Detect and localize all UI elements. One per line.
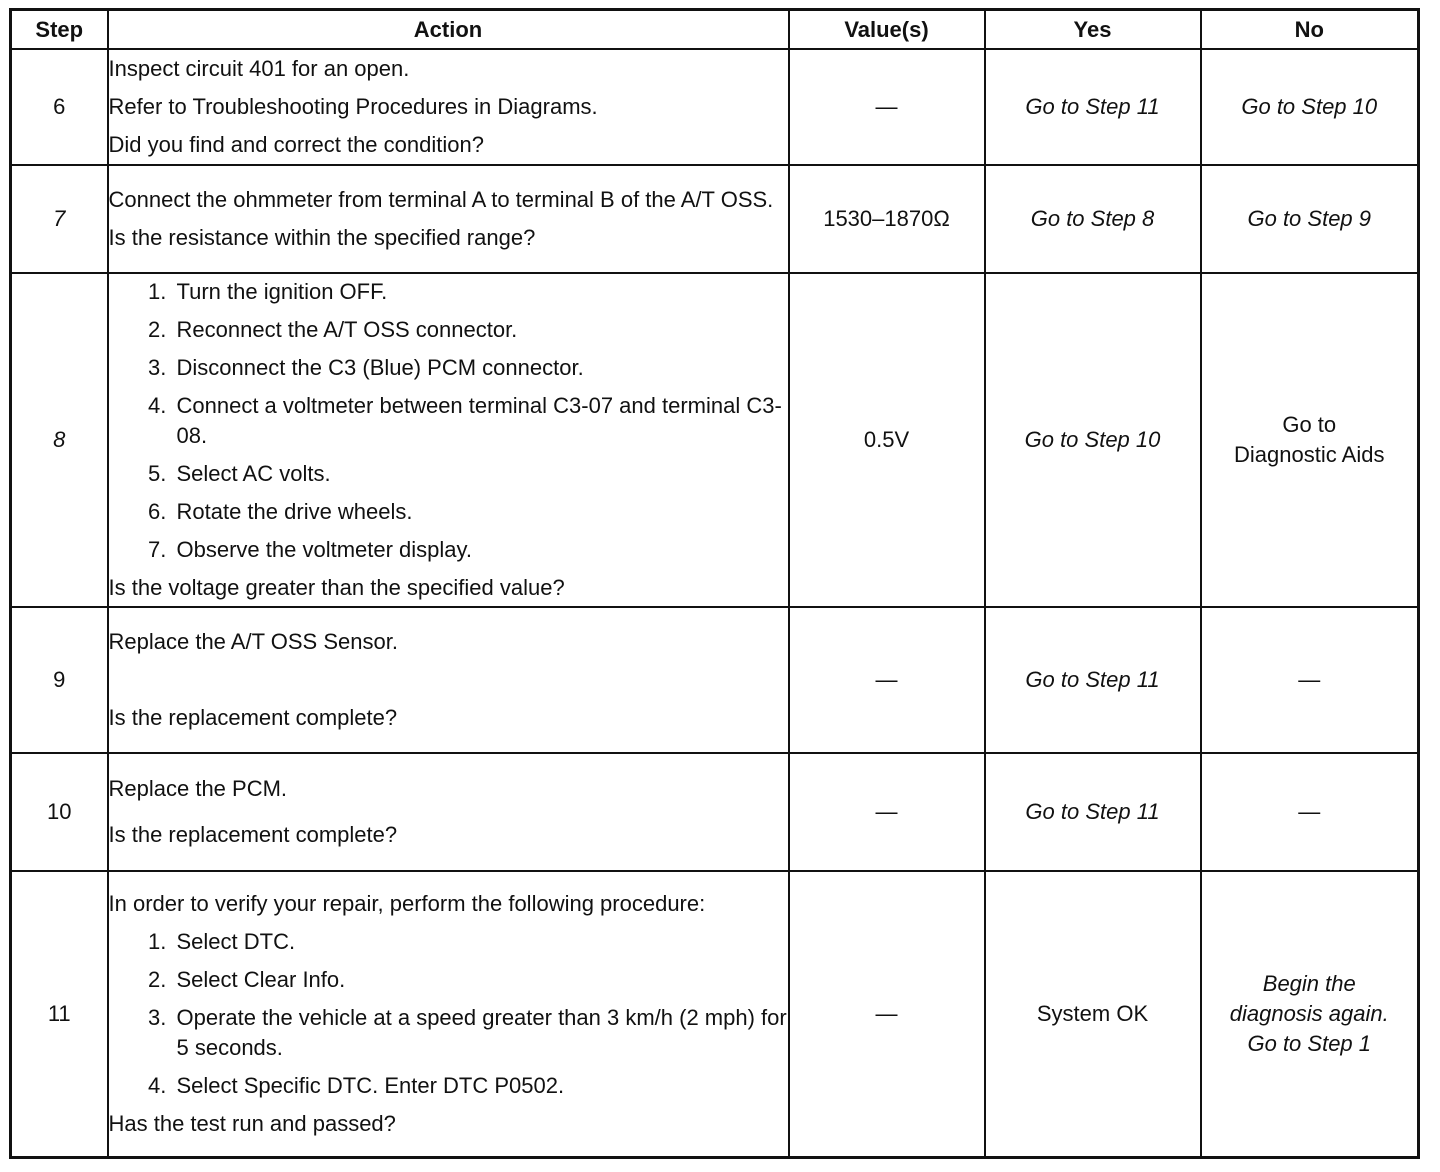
- action-cell: [108, 49, 789, 165]
- header-step: Step: [11, 10, 108, 50]
- no-cell: —: [1201, 607, 1419, 753]
- header-no: No: [1201, 10, 1419, 50]
- diagnostic-table: [9, 8, 1420, 1159]
- header-row: [11, 10, 1419, 50]
- value-cell: —: [789, 607, 985, 753]
- value-cell: —: [789, 753, 985, 871]
- action-line: In order to verify your repair, perform the following procedure:: [108, 891, 706, 916]
- no-line: Go to Step 1: [1247, 1031, 1372, 1056]
- table-row: [11, 49, 1419, 165]
- action-line: Refer to Troubleshooting Procedures in Diagrams.: [108, 94, 598, 119]
- action-question: Has the test run and passed?: [108, 1111, 396, 1136]
- table-row: [11, 753, 1419, 871]
- no-cell: Go to Step 10: [1201, 49, 1419, 165]
- spacer: [109, 665, 788, 703]
- action-question: Is the resistance within the specified range?: [108, 225, 536, 250]
- yes-cell: Go to Step 8: [985, 165, 1201, 273]
- action-line: Connect the ohmmeter from terminal A to terminal B of the A/T OSS.: [108, 187, 774, 212]
- yes-cell: Go to Step 11: [985, 607, 1201, 753]
- yes-cell: Go to Step 11: [985, 753, 1201, 871]
- action-question: Is the replacement complete?: [108, 705, 398, 730]
- step-number: 10: [11, 753, 108, 871]
- step-number: 9: [11, 607, 108, 753]
- list-item: 2. Select Clear Info.: [173, 965, 788, 995]
- value-cell: 1530–1870Ω: [789, 165, 985, 273]
- no-cell: Go to Step 9: [1201, 165, 1419, 273]
- table-row: [11, 871, 1419, 1158]
- list-item: 1. Select DTC.: [173, 927, 788, 957]
- header-yes: Yes: [985, 10, 1201, 50]
- action-cell: [108, 165, 789, 273]
- table-row: [11, 165, 1419, 273]
- yes-cell: System OK: [985, 871, 1201, 1158]
- action-cell: [108, 753, 789, 871]
- list-item: 1. Turn the ignition OFF.: [173, 277, 788, 307]
- action-line: Inspect circuit 401 for an open.: [108, 56, 410, 81]
- action-question: Is the replacement complete?: [108, 822, 398, 847]
- yes-cell: Go to Step 11: [985, 49, 1201, 165]
- no-cell: —: [1201, 753, 1419, 871]
- list-item: 3. Disconnect the C3 (Blue) PCM connector.: [173, 353, 788, 383]
- value-cell: —: [789, 49, 985, 165]
- action-question: Is the voltage greater than the specified value?: [108, 575, 565, 600]
- action-cell: [108, 871, 789, 1158]
- procedure-list: [109, 927, 788, 1101]
- value-cell: —: [789, 871, 985, 1158]
- list-item: 6. Rotate the drive wheels.: [173, 497, 788, 527]
- step-number: 6: [11, 49, 108, 165]
- step-number: 11: [11, 871, 108, 1158]
- header-action: Action: [108, 10, 789, 50]
- action-question: Did you find and correct the condition?: [108, 132, 484, 157]
- no-line: Begin the: [1262, 971, 1356, 996]
- list-item: 4. Connect a voltmeter between terminal C3-07 and terminal C3-08.: [173, 391, 788, 451]
- no-line: Diagnostic Aids: [1234, 442, 1385, 467]
- action-line: Replace the PCM.: [108, 776, 288, 801]
- no-cell: [1201, 273, 1419, 607]
- header-values: Value(s): [789, 10, 985, 50]
- list-item: 5. Select AC volts.: [173, 459, 788, 489]
- no-line: Go to: [1282, 412, 1337, 437]
- action-line: Replace the A/T OSS Sensor.: [108, 629, 398, 654]
- spacer: [109, 812, 788, 820]
- yes-cell: Go to Step 10: [985, 273, 1201, 607]
- value-cell: 0.5V: [789, 273, 985, 607]
- no-cell: [1201, 871, 1419, 1158]
- no-line: diagnosis again.: [1229, 1001, 1389, 1026]
- action-cell: [108, 607, 789, 753]
- list-item: 7. Observe the voltmeter display.: [173, 535, 788, 565]
- table-row: [11, 607, 1419, 753]
- table-row: [11, 273, 1419, 607]
- list-item: 3. Operate the vehicle at a speed greater than 3 km/h (2 mph) for 5 seconds.: [173, 1003, 788, 1063]
- list-item: 4. Select Specific DTC. Enter DTC P0502.: [173, 1071, 788, 1101]
- step-number: 8: [11, 273, 108, 607]
- step-number: 7: [11, 165, 108, 273]
- procedure-list: [109, 277, 788, 565]
- action-cell: [108, 273, 789, 607]
- list-item: 2. Reconnect the A/T OSS connector.: [173, 315, 788, 345]
